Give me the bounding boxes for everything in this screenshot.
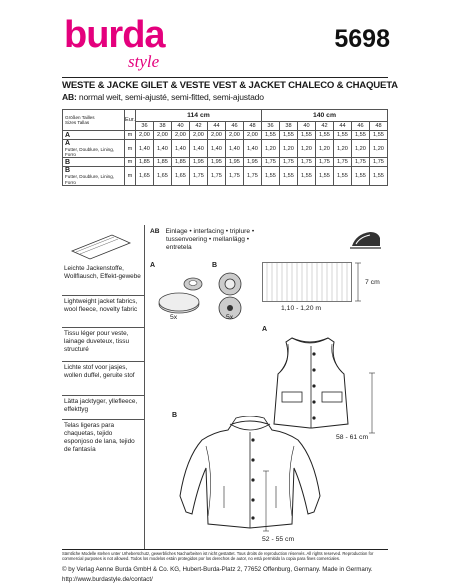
row-unit: m xyxy=(125,140,136,158)
view-a-label: A xyxy=(262,326,268,333)
iron-icon xyxy=(348,228,382,252)
yardage-cell: 1,20 xyxy=(369,140,387,158)
width-114-header: 114 cm xyxy=(135,110,261,122)
fabric-sv: Lätta jacktyger, yllefleece, effekttyg xyxy=(64,398,138,413)
interfacing-height: 7 cm xyxy=(365,279,380,286)
view-a-length: 58 - 61 cm xyxy=(336,434,369,441)
interfacing-width: 1,10 - 1,20 m xyxy=(281,305,322,312)
yardage-cell: 1,20 xyxy=(315,140,333,158)
yardage-cell: 1,20 xyxy=(279,140,297,158)
jacket-length-arrow-icon xyxy=(262,470,272,532)
notion-label-a: A xyxy=(150,262,156,269)
top-rule xyxy=(62,77,388,78)
size-header-cell: 44 xyxy=(207,122,225,131)
yardage-cell: 1,85 xyxy=(171,158,189,167)
fabric-nl: Lichte stof voor jasjes, wollen duffel, geruite stof xyxy=(64,364,135,379)
yardage-cell: 1,55 xyxy=(315,131,333,140)
size-header-cell: 40 xyxy=(297,122,315,131)
height-arrow-icon xyxy=(354,262,364,302)
yardage-cell: 2,00 xyxy=(171,131,189,140)
size-header-cell: 38 xyxy=(279,122,297,131)
yardage-cell: 1,55 xyxy=(333,131,351,140)
yardage-cell: 1,40 xyxy=(207,140,225,158)
yardage-cell: 1,55 xyxy=(369,167,387,185)
yardage-cell: 1,40 xyxy=(225,140,243,158)
fabric-swatch-icon xyxy=(68,231,134,261)
yardage-cell: 1,75 xyxy=(207,167,225,185)
footer-copyright: © by Verlag Aenne Burda GmbH & Co. KG, Hubert-Burda-Platz 2, 77652 Offenburg, Germany. Made in Germany. xyxy=(62,566,373,573)
notion-label-b: B xyxy=(212,262,218,269)
yardage-cell: 1,55 xyxy=(297,131,315,140)
yardage-cell: 1,55 xyxy=(279,131,297,140)
yardage-cell: 2,00 xyxy=(153,131,171,140)
qty-b: 5x xyxy=(226,314,234,321)
size-header-cell: 38 xyxy=(153,122,171,131)
left-divider xyxy=(144,225,145,550)
row-label: A xyxy=(63,131,125,140)
table-row xyxy=(63,131,388,140)
row-label: B Futter, Doublure, Lining, Forro xyxy=(63,167,125,185)
yardage-cell: 1,40 xyxy=(135,140,153,158)
view-b-label: B xyxy=(172,412,178,419)
yardage-cell: 2,00 xyxy=(135,131,153,140)
width-140-header: 140 cm xyxy=(261,110,387,122)
row-unit: m xyxy=(125,158,136,167)
footer-legal: Sämtliche Modelle stehen unter Urheberschutz, gewerbliches Nacharbeiten ist nicht gestattet. Tous droits de reproduction réservés. All rights reserved. Reproduction for commercial purposes is not allowed. Todos los modelos están protegidos por los derechos de autor, no está permitido la copia para fines comerciales. xyxy=(62,551,374,561)
yardage-cell: 1,75 xyxy=(243,167,261,185)
yardage-cell: 1,85 xyxy=(153,158,171,167)
yardage-cell: 1,75 xyxy=(297,158,315,167)
yardage-cell: 1,55 xyxy=(315,167,333,185)
yardage-cell: 2,00 xyxy=(225,131,243,140)
size-header-label: Größen Tailles Sizes Tallas xyxy=(63,110,125,131)
yardage-cell: 2,00 xyxy=(207,131,225,140)
notions-line3: entretela xyxy=(166,244,192,251)
subtitle-prefix: AB: xyxy=(62,92,77,102)
yardage-cell: 1,95 xyxy=(189,158,207,167)
yardage-cell: 1,75 xyxy=(333,158,351,167)
size-header-cell: 40 xyxy=(171,122,189,131)
yardage-cell: 1,75 xyxy=(189,167,207,185)
size-header-cell: 44 xyxy=(333,122,351,131)
yardage-cell: 2,00 xyxy=(189,131,207,140)
pattern-number: 5698 xyxy=(334,25,390,53)
pattern-title: WESTE & JACKE GILET & VESTE VEST & JACKET CHALECO & CHAQUETA xyxy=(62,80,398,91)
yardage-cell: 1,40 xyxy=(189,140,207,158)
subtitle-rest: normal weit, semi-ajusté, semi-fitted, semi-ajustado xyxy=(76,92,264,102)
yardage-cell: 1,40 xyxy=(243,140,261,158)
yardage-cell: 1,20 xyxy=(297,140,315,158)
yardage-cell: 1,75 xyxy=(225,167,243,185)
yardage-cell: 1,20 xyxy=(351,140,369,158)
yardage-cell: 1,85 xyxy=(135,158,153,167)
yardage-cell: 1,95 xyxy=(225,158,243,167)
fabric-en: Lightweight jacket fabrics, wool fleece, novelty fabric xyxy=(64,298,138,313)
row-unit: m xyxy=(125,131,136,140)
yardage-cell: 1,55 xyxy=(351,131,369,140)
notions-ab: AB xyxy=(150,228,160,235)
yardage-cell: 1,65 xyxy=(135,167,153,185)
size-header-cell: 46 xyxy=(225,122,243,131)
yardage-cell: 1,20 xyxy=(261,140,279,158)
yardage-table xyxy=(62,109,388,186)
table-row xyxy=(63,167,388,185)
size-header-cell: 36 xyxy=(261,122,279,131)
notions-block xyxy=(150,228,254,252)
view-b-length: 52 - 55 cm xyxy=(262,536,295,543)
row-label: A Futter, Doublure, Lining, Forro xyxy=(63,140,125,158)
notions-line1: Einlage • interfacing • triplure • xyxy=(165,228,255,235)
yardage-cell: 1,65 xyxy=(171,167,189,185)
yardage-cell: 2,00 xyxy=(243,131,261,140)
footer-url[interactable]: http://www.burdastyle.de/contact/ xyxy=(62,576,153,583)
yardage-cell: 1,55 xyxy=(333,167,351,185)
size-header-cell: 46 xyxy=(351,122,369,131)
yardage-cell: 1,20 xyxy=(333,140,351,158)
yardage-cell: 1,65 xyxy=(153,167,171,185)
button-a-icon xyxy=(155,270,209,318)
yardage-cell: 1,40 xyxy=(171,140,189,158)
yardage-cell: 1,95 xyxy=(207,158,225,167)
jacket-illustration xyxy=(174,416,326,532)
yardage-cell: 1,55 xyxy=(261,131,279,140)
table-row xyxy=(63,158,388,167)
row-unit: m xyxy=(125,167,136,185)
fabric-column xyxy=(62,225,144,550)
yardage-cell: 1,75 xyxy=(279,158,297,167)
burda-logo xyxy=(64,14,184,70)
qty-a: 5x xyxy=(170,314,178,321)
vest-length-arrow-icon xyxy=(368,372,378,434)
pattern-subtitle xyxy=(62,92,264,102)
yardage-cell: 1,75 xyxy=(351,158,369,167)
logo-word: burda xyxy=(64,14,165,56)
unit-header: Eur. xyxy=(125,110,136,131)
yardage-cell: 1,55 xyxy=(369,131,387,140)
yardage-cell: 1,55 xyxy=(261,167,279,185)
interfacing-strip xyxy=(262,262,352,302)
notions-line2: tussenvoering • mellanlägg • xyxy=(166,236,250,243)
fabric-es: Telas ligeras para chaquetas, tejido esponjoso de lana, tejido de fantasía xyxy=(64,422,135,453)
size-header-cell: 42 xyxy=(315,122,333,131)
yardage-cell: 1,55 xyxy=(279,167,297,185)
size-header-cell: 36 xyxy=(135,122,153,131)
yardage-cell: 1,55 xyxy=(351,167,369,185)
yardage-cell: 1,40 xyxy=(153,140,171,158)
yardage-cell: 1,95 xyxy=(243,158,261,167)
bottom-rule xyxy=(62,549,388,550)
yardage-cell: 1,55 xyxy=(297,167,315,185)
table-row xyxy=(63,140,388,158)
size-header-cell: 48 xyxy=(369,122,387,131)
fabric-de: Leichte Jackenstoffe, Wollflausch, Effekt-gewebe xyxy=(64,265,141,280)
fabric-fr: Tissu léger pour veste, lainage duveteux, tissu structuré xyxy=(64,330,130,353)
logo-style: style xyxy=(128,52,160,71)
yardage-cell: 1,75 xyxy=(369,158,387,167)
size-header-cell: 48 xyxy=(243,122,261,131)
size-header-cell: 42 xyxy=(189,122,207,131)
yardage-cell: 1,75 xyxy=(261,158,279,167)
yardage-cell: 1,75 xyxy=(315,158,333,167)
row-label: B xyxy=(63,158,125,167)
